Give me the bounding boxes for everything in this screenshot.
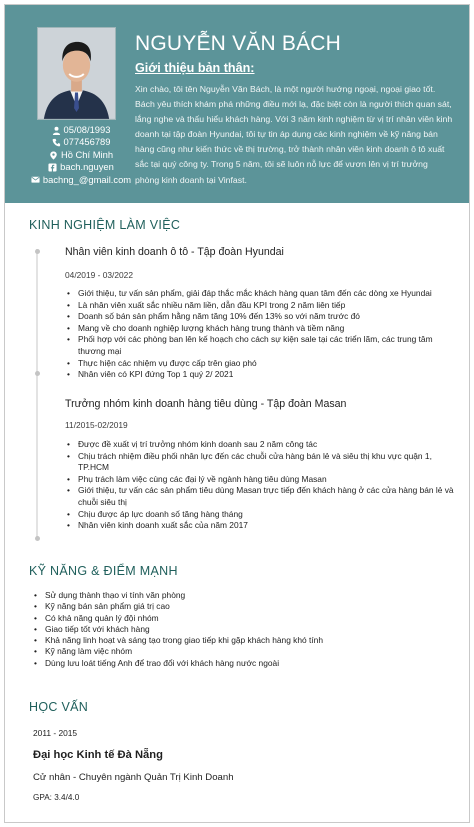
job-title: Nhân viên kinh doanh ô tô - Tập đoàn Hyundai bbox=[65, 246, 284, 258]
full-name: NGUYỄN VĂN BÁCH bbox=[135, 32, 342, 55]
contact-text: 077456789 bbox=[63, 136, 111, 148]
contact-list bbox=[11, 124, 151, 186]
experience-heading: KINH NGHIỆM LÀM VIỆC bbox=[29, 218, 181, 232]
list-item: • Chịu trách nhiệm điều phối nhân lực đến các chuỗi cửa hàng bán lẻ và siêu thị khu vực quận 1, TP.HCM bbox=[65, 451, 455, 474]
experience-section bbox=[29, 218, 459, 232]
profile-header bbox=[5, 5, 469, 203]
facebook-icon bbox=[48, 163, 57, 172]
contact-birthday bbox=[11, 124, 151, 136]
contact-phone bbox=[11, 136, 151, 148]
education-period: 2011 - 2015 bbox=[33, 728, 78, 738]
list-item: • Mang về cho doanh nghiệp lượng khách hàng trung thành và tiềm năng bbox=[65, 323, 455, 335]
contact-text: Hồ Chí Minh bbox=[60, 148, 114, 160]
job-duties bbox=[65, 439, 455, 532]
job-period: 04/2019 - 03/2022 bbox=[65, 270, 133, 280]
portrait-image bbox=[38, 28, 115, 119]
contact-text: bachng_@gmail.com bbox=[42, 173, 132, 185]
list-item: • Chịu được áp lực doanh số tăng hàng tháng bbox=[65, 509, 455, 521]
person-icon bbox=[52, 126, 61, 135]
list-item: • Dùng lưu loát tiếng Anh để trao đổi với khách hàng nước ngoài bbox=[33, 658, 453, 669]
job-period: 11/2015-02/2019 bbox=[65, 420, 128, 430]
list-item: • Doanh số bán sản phẩm hằng năm tăng 10% đến 13% so với năm trước đó bbox=[65, 311, 455, 323]
contact-location bbox=[11, 149, 151, 161]
education-heading: HỌC VẤN bbox=[29, 700, 89, 714]
list-item: • Có khả năng quản lý đội nhóm bbox=[33, 613, 453, 624]
education-gpa: GPA: 3.4/4.0 bbox=[33, 793, 80, 802]
education-section bbox=[29, 700, 459, 714]
timeline-dot bbox=[35, 249, 40, 254]
phone-icon bbox=[52, 138, 61, 147]
job-entry bbox=[65, 398, 455, 532]
resume-page bbox=[4, 4, 470, 823]
timeline-dot bbox=[35, 371, 40, 376]
location-pin-icon bbox=[49, 151, 58, 160]
timeline-line bbox=[36, 249, 38, 539]
list-item: • Kỹ năng làm việc nhóm bbox=[33, 646, 453, 657]
list-item: • Nhân viên kinh doanh xuất sắc của năm 2017 bbox=[65, 520, 455, 532]
list-item: • Nhân viên có KPI đứng Top 1 quý 2/ 2021 bbox=[65, 369, 455, 381]
education-degree: Cử nhân - Chuyên ngành Quản Trị Kinh Doanh bbox=[33, 772, 234, 783]
envelope-icon bbox=[31, 175, 40, 184]
list-item: • Kỹ năng bán sản phẩm giá trị cao bbox=[33, 601, 453, 612]
contact-email bbox=[11, 174, 151, 186]
education-school: Đại học Kinh tế Đà Nẵng bbox=[33, 749, 163, 761]
job-title: Trưởng nhóm kinh doanh hàng tiêu dùng - Tập đoàn Masan bbox=[65, 398, 347, 410]
list-item: • Khả năng linh hoạt và sáng tạo trong giao tiếp khi gặp khách hàng khó tính bbox=[33, 635, 453, 646]
contact-text: bach.nguyen bbox=[60, 161, 114, 173]
skills-heading: KỸ NĂNG & ĐIỂM MẠNH bbox=[29, 564, 178, 578]
list-item: • Thực hiện các nhiệm vụ được cấp trên giao phó bbox=[65, 358, 455, 370]
job-entry bbox=[65, 246, 455, 381]
about-heading: Giới thiệu bản thân: bbox=[135, 61, 255, 75]
list-item: • Sử dụng thành thạo vi tính văn phòng bbox=[33, 590, 453, 601]
contact-text: 05/08/1993 bbox=[63, 124, 111, 135]
list-item: • Được đề xuất vị trí trưởng nhóm kinh doanh sau 2 năm công tác bbox=[65, 439, 455, 451]
list-item: • Giới thiệu, tư vấn các sản phẩm tiêu dùng Masan trực tiếp đến khách hàng ở các cửa hàng bán lẻ và chuỗi siêu thị bbox=[65, 485, 455, 508]
list-item: • Giao tiếp tốt với khách hàng bbox=[33, 624, 453, 635]
skills-section bbox=[29, 564, 459, 578]
timeline-dot bbox=[35, 536, 40, 541]
skills-list bbox=[33, 590, 453, 669]
job-duties bbox=[65, 288, 455, 381]
contact-facebook bbox=[11, 161, 151, 173]
list-item: • Giới thiệu, tư vấn sản phẩm, giải đáp thắc mắc khách hàng quan tâm đến các dòng xe Hyundai bbox=[65, 288, 455, 300]
about-paragraph: Xin chào, tôi tên Nguyễn Văn Bách, là một người hướng ngoại, ngoại giao tốt. Bách yêu thích khám phá những điều mới lạ, đặc biệt còn là người thích quan sát, lắng nghe và thấu hiểu khách hàng. Với 3 năm kinh nghiệm từ vị trí nhân viên kinh doanh tại tập đoàn Hyundai, tôi tự tin áp dụng các kinh nghiệm về kỹ năng bán hàng cũng như kiến thức về thị trường, trở thành nhân viên kinh doanh ô tô xuất sắc tại quý công ty. Trong 5 năm, tôi sẽ luôn nỗ lực để vươn lên vị trí trưởng phòng kinh doanh tại Vinfast. bbox=[135, 84, 453, 185]
profile-photo bbox=[37, 27, 116, 120]
list-item: • Phụ trách làm việc cùng các đại lý về ngành hàng tiêu dùng Masan bbox=[65, 474, 455, 486]
list-item: • Phối hợp với các phòng ban lên kế hoạch cho cách sự kiện sale tại các triển lãm, các trung tâm thương mại bbox=[65, 334, 455, 357]
list-item: • Là nhân viên xuất sắc nhiều năm liền, dẫn đầu KPI trong 2 năm liên tiếp bbox=[65, 300, 455, 312]
